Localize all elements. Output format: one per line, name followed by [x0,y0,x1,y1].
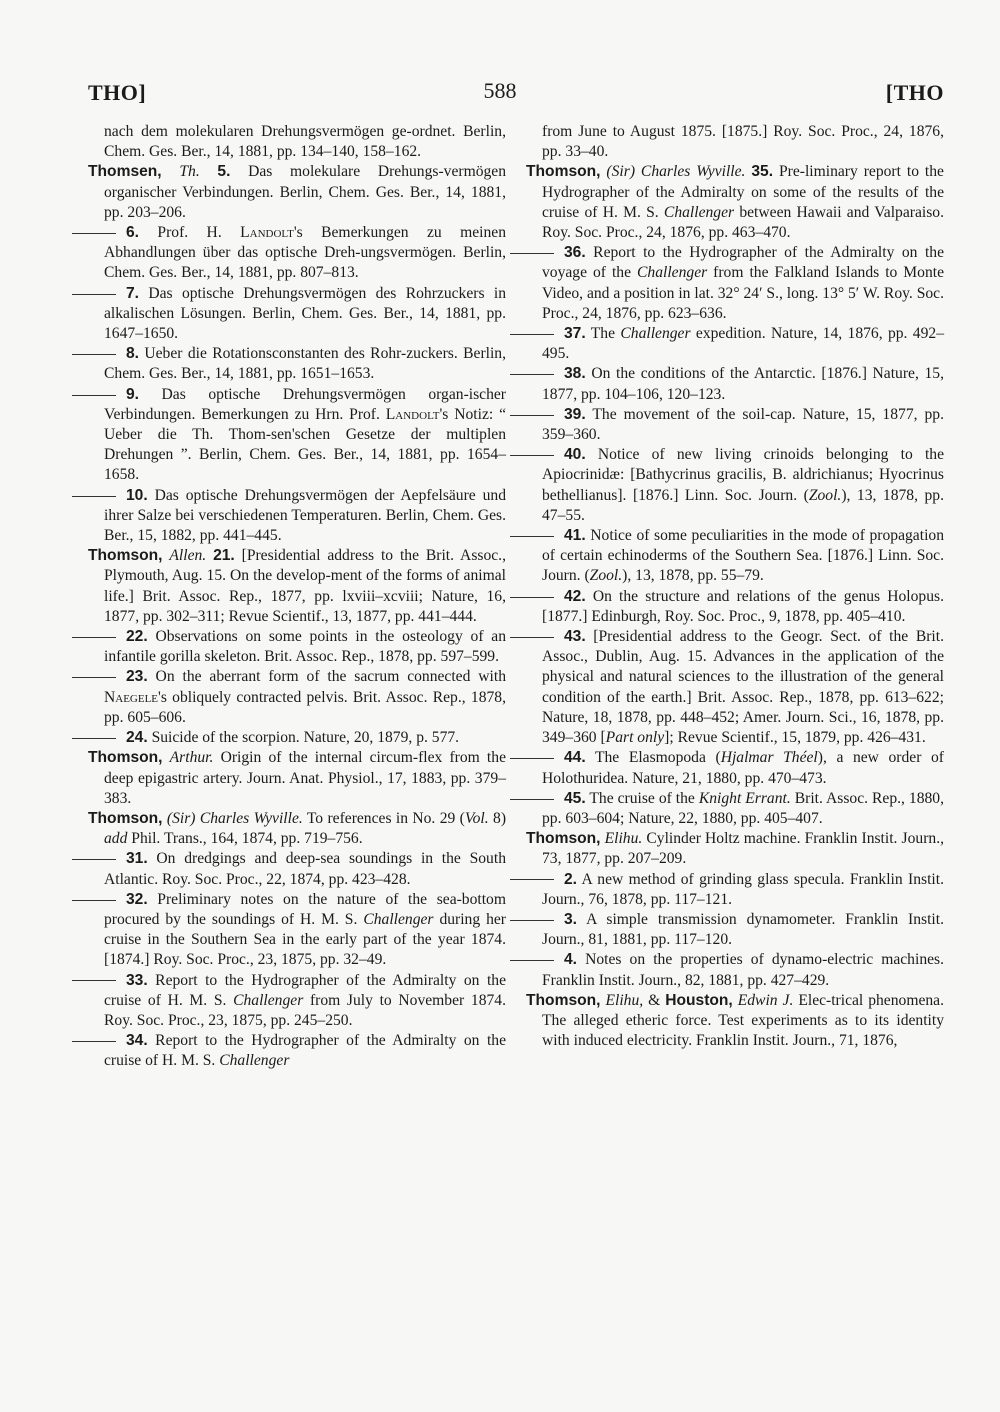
right-entry: 42. On the structure and relations of the genus Holopus. [1877.] Edinburgh, Roy. Soc. Proc., 9, 1878, pp. 405–410. [526,587,944,627]
right-entry: 41. Notice of some peculiarities in the mode of propagation of certain echinoderms of the Southern Sea. [1876.] Linn. Soc. Journ. (Zool.), 13, 1878, pp. 55–79. [526,526,944,587]
running-head-right: [THO [885,80,944,105]
left-entry: 34. Report to the Hydrographer of the Admiralty on the cruise of H. M. S. Challenger [88,1031,506,1071]
right-entry: 44. The Elasmopoda (Hjalmar Théel), a new order of Holothuridea. Nature, 21, 1880, pp. 470–473. [526,748,944,788]
ditto-rule [510,758,554,759]
ditto-rule [510,415,554,416]
ditto-rule [510,960,554,961]
left-entry: 10. Das optische Drehungsvermögen der Aepfelsäure und ihrer Salze bei verschiedenen Temperaturen. Berlin, Chem. Ges. Ber., 15, 1882, pp. 441–445. [88,486,506,547]
left-entry: 33. Report to the Hydrographer of the Admiralty on the cruise of H. M. S. Challenger from July to November 1874. Roy. Soc. Proc., 23, 1875, pp. 245–250. [88,971,506,1032]
ditto-rule [510,799,554,800]
right-entry: 3. A simple transmission dynamometer. Franklin Instit. Journ., 81, 1881, pp. 117–120. [526,910,944,950]
ditto-rule [510,879,554,880]
right-entry: 36. Report to the Hydrographer of the Admiralty on the voyage of the Challenger from the Falkland Islands to Monte Video, and a position in lat. 32° 24′ S., long. 13° 5′ W. Roy. Soc. Proc., 24, 1876, pp. 623–636. [526,243,944,324]
ditto-rule [72,900,116,901]
left-entry: nach dem molekularen Drehungsvermögen ge-ordnet. Berlin, Chem. Ges. Ber., 14, 1881, pp. 134–140, 158–162. [104,123,506,161]
left-entry: 9. Das optische Drehungsvermögen organ-ischer Verbindungen. Bemerkungen zu Hrn. Prof. Landolt's Notiz: “ Ueber die Th. Thom-sen'schen Gesetze der multiplen Drehungen ”. Berlin, Chem. Ges. Ber., 14, 1881, pp. 1654–1658. [88,385,506,486]
ditto-rule [72,859,116,860]
right-entry: 40. Notice of new living crinoids belonging to the Apiocrinidæ: [Bathycrinus gracilis, B. aldrichianus; Hyocrinus bethellianus]. [1876.] Linn. Soc. Journ. (Zool.), 13, 1878, pp. 47–55. [526,445,944,526]
left-entry: 22. Observations on some points in the osteology of an infantile gorilla skeleton. Brit. Assoc. Rep., 1878, pp. 597–599. [88,627,506,667]
left-column [88,122,506,1072]
left-entry: 6. Prof. H. Landolt's Bemerkungen zu meinen Abhandlungen über das optische Dreh-ungsvermögen. Berlin, Chem. Ges. Ber., 14, 1881, pp. 807–813. [88,223,506,284]
ditto-rule [72,980,116,981]
right-entry: 37. The Challenger expedition. Nature, 14, 1876, pp. 492–495. [526,324,944,364]
left-entry: Thomson, Arthur. Origin of the internal circum-flex from the deep epigastric artery. Journ. Anat. Physiol., 17, 1883, pp. 379–383. [88,749,506,807]
ditto-rule [510,637,554,638]
left-entry: 31. On dredgings and deep-sea soundings in the South Atlantic. Roy. Soc. Proc., 22, 1874, pp. 423–428. [88,849,506,889]
ditto-rule [72,233,116,234]
ditto-rule [72,496,116,497]
ditto-rule [72,677,116,678]
left-entry: Thomson, (Sir) Charles Wyville. To references in No. 29 (Vol. 8) add Phil. Trans., 164, 1874, pp. 719–756. [88,809,507,848]
ditto-rule [510,253,554,254]
right-entry: 4. Notes on the properties of dynamo-electric machines. Franklin Instit. Journ., 82, 1881, pp. 427–429. [526,950,944,990]
ditto-rule [72,637,116,638]
left-entry: 32. Preliminary notes on the nature of the sea-bottom procured by the soundings of H. M. S. Challenger during her cruise in the Southern Sea in the early part of the year 1874. [1874.] Roy. Soc. Proc., 23, 1875, pp. 32–49. [88,890,506,971]
left-entry: Thomson, Allen. 21. [Presidential address to the Brit. Assoc., Plymouth, Aug. 15. On the develop-ment of the forms of animal life.] Brit. Assoc. Rep., 1877, pp. lxviii–xcviii; Nature, 16, 1877, pp. 302–311; Revue Scientif., 13, 1877, pp. 441–444. [88,547,506,625]
right-entry: 39. The movement of the soil-cap. Nature, 15, 1877, pp. 359–360. [526,405,944,445]
left-entry: 23. On the aberrant form of the sacrum connected with Naegele's obliquely contracted pelvis. Brit. Assoc. Rep., 1878, pp. 605–606. [88,667,506,728]
left-entry: 8. Ueber die Rotationsconstanten des Rohr-zuckers. Berlin, Chem. Ges. Ber., 14, 1881, pp. 1651–1653. [88,344,506,384]
ditto-rule [72,294,116,295]
ditto-rule [510,920,554,921]
ditto-rule [510,374,554,375]
right-column [526,122,944,1051]
ditto-rule [510,597,554,598]
right-entry: Thomson, Elihu. Cylinder Holtz machine. Franklin Instit. Journ., 73, 1877, pp. 207–209. [526,830,944,868]
right-entry: 45. The cruise of the Knight Errant. Brit. Assoc. Rep., 1880, pp. 603–604; Nature, 22, 1880, pp. 405–407. [526,789,944,829]
left-entry: 24. Suicide of the scorpion. Nature, 20, 1879, p. 577. [88,728,506,748]
right-entry: 43. [Presidential address to the Geogr. Sect. of the Brit. Assoc., Dublin, Aug. 15. Advances in the application of the physical and natural sciences to the illustration of the general condition of the earth.] Brit. Assoc. Rep., 1878, pp. 613–622; Nature, 18, 1878, pp. 448–452; Amer. Journ. Sci., 16, 1878, pp. 349–360 [Part only]; Revue Scientif., 15, 1879, pp. 426–431. [526,627,944,748]
running-head-left: THO] [88,80,147,105]
right-entry: Thomson, Elihu, & Houston, Edwin J. Elec-trical phenomena. The alleged etheric force. Test experiments as to its identity with induced electricity. Franklin Instit. Journ., 71, 1876, [526,991,944,1050]
right-entry: 2. A new method of grinding glass specula. Franklin Instit. Journ., 76, 1878, pp. 117–121. [526,870,944,910]
left-entry: 7. Das optische Drehungsvermögen des Rohrzuckers in alkalischen Lösungen. Berlin, Chem. Ges. Ber., 14, 1881, pp. 1647–1650. [88,284,506,345]
ditto-rule [72,354,116,355]
ditto-rule [72,738,116,739]
ditto-rule [510,334,554,335]
ditto-rule [72,395,116,396]
right-entry: 38. On the conditions of the Antarctic. [1876.] Nature, 15, 1877, pp. 104–106, 120–123. [526,364,944,404]
ditto-rule [72,1041,116,1042]
left-entry: Thomsen, Th. 5. Das molekulare Drehungs-vermögen organischer Verbindungen. Berlin, Chem. Ges. Ber., 14, 1881, pp. 203–206. [88,163,507,221]
right-entry: Thomson, (Sir) Charles Wyville. 35. Pre-liminary report to the Hydrographer of the Admiralty on some of the results of the cruise of H. M. S. Challenger between Hawaii and Valparaiso. Roy. Soc. Proc., 24, 1876, pp. 463–470. [526,163,944,242]
ditto-rule [510,536,554,537]
ditto-rule [510,455,554,456]
right-entry: from June to August 1875. [1875.] Roy. Soc. Proc., 24, 1876, pp. 33–40. [542,123,944,161]
page-number: 588 [483,78,517,103]
